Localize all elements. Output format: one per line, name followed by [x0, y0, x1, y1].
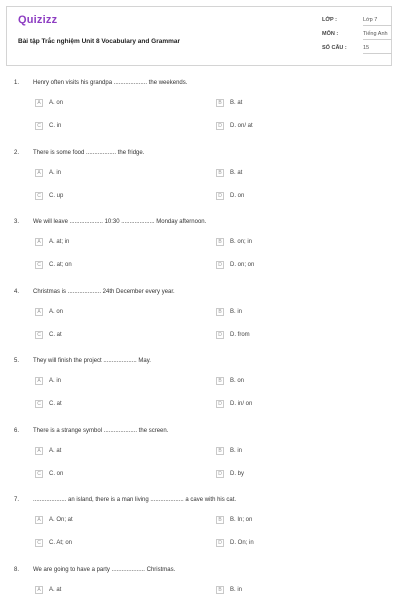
answer-option[interactable] [216, 99, 242, 107]
meta-row-subject [322, 29, 392, 43]
option-letter-box: B [216, 238, 224, 246]
option-text: A. On; at [49, 517, 73, 523]
option-text: A. at; in [49, 239, 70, 245]
answer-option[interactable] [35, 586, 61, 594]
answer-option[interactable] [216, 586, 242, 594]
answer-option[interactable] [35, 400, 62, 408]
worksheet-meta [322, 15, 392, 57]
answer-option[interactable] [35, 99, 63, 107]
option-text: A. in [49, 169, 62, 176]
answer-option[interactable] [216, 516, 252, 524]
answer-option[interactable] [216, 122, 253, 130]
option-letter-box: B [216, 308, 224, 316]
option-letter-box: A [35, 308, 43, 316]
answer-option[interactable] [216, 261, 254, 269]
question-text: There is some food .................. the fridge. [33, 149, 145, 156]
quizizz-logo: Quizizz [18, 14, 58, 26]
option-letter-box: A [35, 377, 43, 385]
option-text: C. at [49, 401, 62, 407]
option-text: D. on; on [230, 262, 255, 268]
option-text: B. at [230, 169, 243, 176]
option-letter-box: C [35, 261, 43, 269]
answer-option[interactable] [35, 470, 63, 478]
option-text: D. in/ on [230, 401, 253, 407]
question-number: 1. [14, 80, 20, 86]
answer-option[interactable] [216, 539, 254, 547]
option-text: C. At; on [49, 540, 73, 546]
question-text: There is a strange symbol .................... the screen. [33, 427, 169, 434]
answer-option[interactable] [35, 308, 63, 316]
answer-option[interactable] [216, 400, 252, 408]
question-number: 3. [14, 219, 20, 225]
option-letter-box: D [216, 331, 224, 339]
option-letter-box: D [216, 539, 224, 547]
option-letter-box: C [35, 192, 43, 200]
option-text: D. On; in [230, 540, 254, 546]
answer-option[interactable] [35, 516, 73, 524]
answer-option[interactable] [35, 377, 61, 385]
option-letter-box: D [216, 192, 224, 200]
option-letter-box: A [35, 238, 43, 246]
option-text: B. on [230, 378, 245, 384]
answer-option[interactable] [216, 470, 244, 478]
option-text: C. up [49, 192, 64, 199]
option-letter-box: D [216, 261, 224, 269]
option-letter-box: D [216, 400, 224, 408]
answer-option[interactable] [216, 238, 252, 246]
question-number: 2. [14, 149, 20, 156]
meta-label: LỚP : [322, 17, 337, 23]
option-text: B. at [230, 100, 243, 106]
question-text: Henry often visits his grandpa .................... the weekends. [33, 80, 188, 86]
option-letter-box: A [35, 447, 43, 455]
answer-option[interactable] [35, 539, 72, 547]
option-letter-box: C [35, 331, 43, 339]
question-number: 7. [14, 497, 20, 503]
option-letter-box: B [216, 586, 224, 594]
option-text: B. in [230, 308, 243, 315]
option-text: C. at [49, 331, 62, 338]
option-letter-box: C [35, 122, 43, 130]
question-number: 6. [14, 427, 20, 434]
option-text: D. from [230, 331, 250, 338]
option-text: D. on/ at [230, 123, 253, 129]
option-letter-box: C [35, 400, 43, 408]
meta-row-class [322, 15, 392, 29]
answer-option[interactable] [216, 331, 250, 339]
meta-value: 15 [363, 45, 392, 54]
question-text: We will leave .................... 10:30 .................... Monday afternoon. [33, 219, 207, 225]
option-letter-box: D [216, 122, 224, 130]
option-letter-box: C [35, 470, 43, 478]
answer-option[interactable] [35, 192, 63, 200]
worksheet-title: Bài tập Trắc nghiệm Unit 8 Vocabulary and Grammar [18, 38, 181, 45]
option-letter-box: C [35, 539, 43, 547]
answer-option[interactable] [216, 308, 242, 316]
option-text: B. In; on [230, 517, 253, 523]
option-letter-box: A [35, 169, 43, 177]
question-text: We are going to have a party .................... Christmas. [33, 566, 176, 573]
option-letter-box: B [216, 169, 224, 177]
question-text: They will finish the project .................... May. [33, 358, 151, 364]
answer-option[interactable] [216, 192, 244, 200]
answer-option[interactable] [35, 447, 61, 455]
option-text: B. on; in [230, 239, 253, 245]
answer-option[interactable] [35, 122, 61, 130]
meta-label: SỐ CÂU : [322, 45, 347, 51]
answer-option[interactable] [35, 261, 72, 269]
option-text: C. on [49, 470, 64, 477]
answer-option[interactable] [35, 238, 69, 246]
worksheet-header [6, 6, 392, 66]
answer-option[interactable] [216, 169, 242, 177]
meta-row-question-count [322, 43, 392, 57]
question-text: .................... an island, there is a man living .................... a cave with his cat. [33, 497, 237, 503]
option-letter-box: B [216, 377, 224, 385]
answer-option[interactable] [216, 377, 244, 385]
option-text: B. in [230, 447, 243, 454]
option-text: C. in [49, 123, 62, 129]
question-number: 5. [14, 358, 20, 364]
question-text: Christmas is .................... 24th December every year. [33, 288, 175, 295]
option-text: A. at [49, 447, 62, 454]
meta-value: Tiếng Anh [363, 31, 392, 40]
option-text: A. on [49, 100, 64, 106]
option-text: C. at; on [49, 262, 72, 268]
meta-value: Lớp 7 [363, 17, 392, 26]
option-text: D. on [230, 192, 245, 199]
option-text: A. in [49, 378, 62, 384]
option-text: A. at [49, 586, 62, 593]
option-letter-box: A [35, 516, 43, 524]
option-letter-box: B [216, 516, 224, 524]
question-number: 8. [14, 566, 20, 573]
option-text: B. in [230, 586, 243, 593]
answer-option[interactable] [216, 447, 242, 455]
option-letter-box: B [216, 99, 224, 107]
option-text: D. by [230, 470, 245, 477]
option-letter-box: A [35, 99, 43, 107]
answer-option[interactable] [35, 169, 61, 177]
option-letter-box: A [35, 586, 43, 594]
question-number: 4. [14, 288, 20, 295]
option-letter-box: B [216, 447, 224, 455]
meta-label: MÔN : [322, 31, 339, 37]
option-letter-box: D [216, 470, 224, 478]
option-text: A. on [49, 308, 64, 315]
answer-option[interactable] [35, 331, 62, 339]
